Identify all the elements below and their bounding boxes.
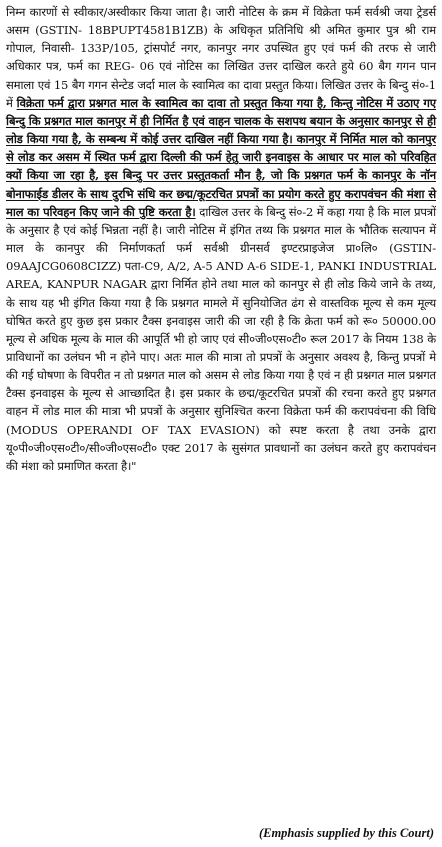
paragraph-segment-emphasized: विक्रेता फर्म द्वारा प्रश्नगत माल के स्वामित्व का दावा तो प्रस्तुत किया गया है, किन्तु नोटिस में उठाए गए बिन्दु कि प्रश्नगत माल कानपुर में ही निर्मित है एवं वाहन चालक के सशपथ बयान के अनुसार कानपुर से ही लोड किया गया है, के सम्बन्ध में कोई उत्तर दाखिल नहीं किया गया है। कानपुर में निर्मित माल को कानपुर से लोड कर असम में स्थित फर्म द्वारा दिल्ली की फर्म हेतु जारी इनवाइस के आधार पर माल को परिवहित क्यों किया जा रहा है, इस बिन्दु पर उत्तर प्रस्तुतकर्ता मौन है, जो कि प्रश्नगत फर्म के कानपुर के नॉन बोनाफाईड डीलर के साथ दुरभि संधि कर छद्म/कूटरचित प्रपत्रों का प्रयोग करते हुए करापवंचन की मंशा से माल का परिवहन किए जाने की पुष्टि करता है। xyxy=(6,95,437,219)
paragraph-segment-plain-1: निम्न कारणों से स्वीकार/अस्वीकार किया जाता है। जारी नोटिस के क्रम में विक्रेता फर्म सर्वश्री जया ट्रेडर्स असम (GSTIN- 18BPUPT4581B1ZB) के अधिकृत प्रतिनिधि श्री अमित कुमार पुत्र श्री राम गोपाल, निवासी- 133P/105, ट्रांसपोर्ट नगर, कानपुर नगर उपस्थित हुए एवं फर्म की तरफ से जारी अधिकार पत्र, फर्म का REG- 06 एवं नोटिस का लिखित उत्तर दाखिल करते हुये 60 बैग गगन पान समाला एवं 15 बैग गगन सेन्टेड जर्दा माल के स्वामित्व का दावा प्रस्तुत किया। लिखित उत्तर के बिन्दु सं०-1 में xyxy=(6,5,436,110)
emphasis-note: (Emphasis supplied by this Court) xyxy=(258,826,434,840)
document-paragraph xyxy=(6,3,436,475)
paragraph-segment-plain-2: दाखिल उत्तर के बिन्दु सं०-2 में कहा गया है कि माल प्रपत्रों के अनुसार है एवं कोई भिन्नता नहीं है। जारी नोटिस में इंगित तथ्य कि प्रश्नगत माल के भौतिक सत्यापन में माल के कानपुर की निर्माणकर्ता फर्म सर्वश्री ग्रीनसर्व इण्टरप्राइजेज प्रा०लि० (GSTIN-09AAJCG0608CIZZ) पता-C9, A/2, A-5 AND A-6 SIDE-1, PANKI INDUSTRIAL AREA, KANPUR NAGAR द्वारा निर्मित होने तथा माल को कानपुर से ही लोड किये जाने के तथ्य, के साथ यह भी इंगित किया गया है कि प्रश्नगत मामले में सुनियोजित ढंग से वास्तविक मूल्य से कम मूल्य घोषित करते हुए कुछ इस प्रकार टैक्स इनवाइस जारी की जा रही है कि क्रेता फर्म को रू० 50000.00 मूल्य से अधिक मूल्य के माल की आपूर्ति भी हो जाए एवं सी०जी०एस०टी० रूल 2017 के नियम 138 के प्राविधानों का उलंघन भी न होने पाए। अतः माल की मात्रा तो प्रपत्रों के अनुसार अवश्य है, किन्तु प्रपत्रों मे की गई घोषणा के विपरीत न तो प्रश्नगत माल को असम से लोड किया गया है एवं न ही प्रश्नगत माल प्रश्नगत टैक्स इनवाइस के मूल्य से आच्छादित है। इस प्रकार के छद्म/कूटरचित प्रपत्रों की रचना करते हुए प्रश्नगत वाहन में लोड माल की मात्रा भी प्रपत्रों के अनुसार सुनिश्चित करना विक्रेता फर्म की करापवंचना की विधि (MODUS OPERANDI OF TAX EVASION) को स्पष्ट करता है तथा उनके द्वारा यू०पी०जी०एस०टी०/सी०जी०एस०टी० एक्ट 2017 के सुसंगत प्रावधानों का उलंघन करते हुए करापवंचन की मंशा को प्रमाणित करता है।" xyxy=(6,204,436,473)
